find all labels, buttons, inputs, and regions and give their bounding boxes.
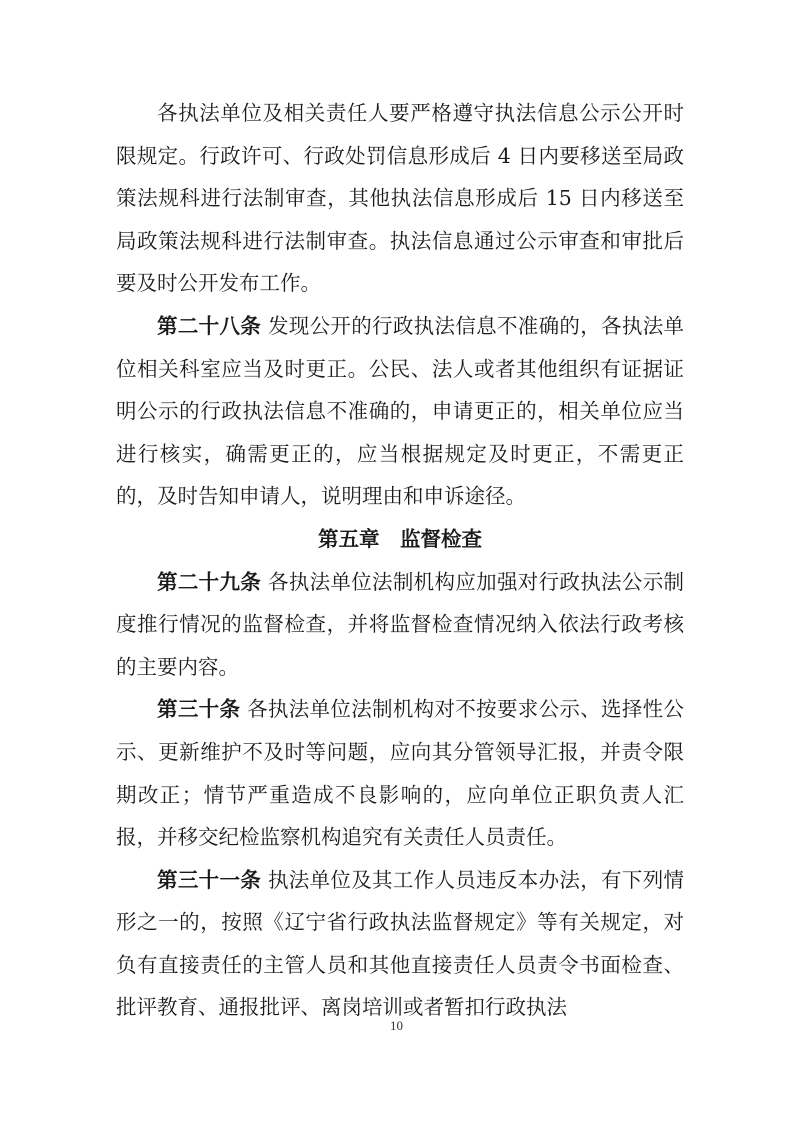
paragraph-article-28 [116,305,684,518]
paragraph-text: 各执法单位法制机构应加强对行政执法公示制度推行情况的监督检查，并将监督检查情况纳入依法行政考核的主要内容。 [116,569,685,679]
paragraph-article-29 [116,561,684,689]
article-heading: 第二十九条 [157,569,262,594]
paragraph-text: 各执法单位及相关责任人要严格遵守执法信息公示公开时限规定。行政许可、行政处罚信息形成后 4 日内要移送至局政策法规科进行法制审查，其他执法信息形成后 15 日内移送至局政策法规科进行法制审查。执法信息通过公示审查和审批后要及时公开发布工作。 [116,101,684,296]
paragraph-text: 发现公开的行政执法信息不准确的，各执法单位相关科室应当及时更正。公民、法人或者其他组织有证据证明公示的行政执法信息不准确的，申请更正的，相关单位应当进行核实，确需更正的，应当根据规定及时更正，不需更正的，及时告知申请人，说明理由和申诉途径。 [116,313,685,509]
paragraph-article-30 [116,688,684,858]
page-body [116,92,684,1029]
paragraph-text: 各执法单位法制机构对不按要求公示、选择性公示、更新维护不及时等问题，应向其分管领导汇报，并责令限期改正；情节严重造成不良影响的，应向单位正职负责人汇报，并移交纪检监察机构追究有关责任人员责任。 [116,697,685,850]
chapter-heading: 第五章 监督检查 [318,526,482,551]
page-number: 10 [390,1018,403,1033]
article-heading: 第三十条 [157,697,241,722]
article-heading: 第二十八条 [157,313,262,338]
paragraph-disclosure-time-limit [116,92,684,305]
article-heading: 第三十一条 [157,867,262,892]
paragraph-text: 执法单位及其工作人员违反本办法，有下列情形之一的，按照《辽宁省行政执法监督规定》等有关规定，对负有直接责任的主管人员和其他直接责任人员责令书面检查、批评教育、通报批评、离岗培训或者暂扣行政执法 [116,867,685,1020]
paragraph-article-31 [116,859,684,1029]
